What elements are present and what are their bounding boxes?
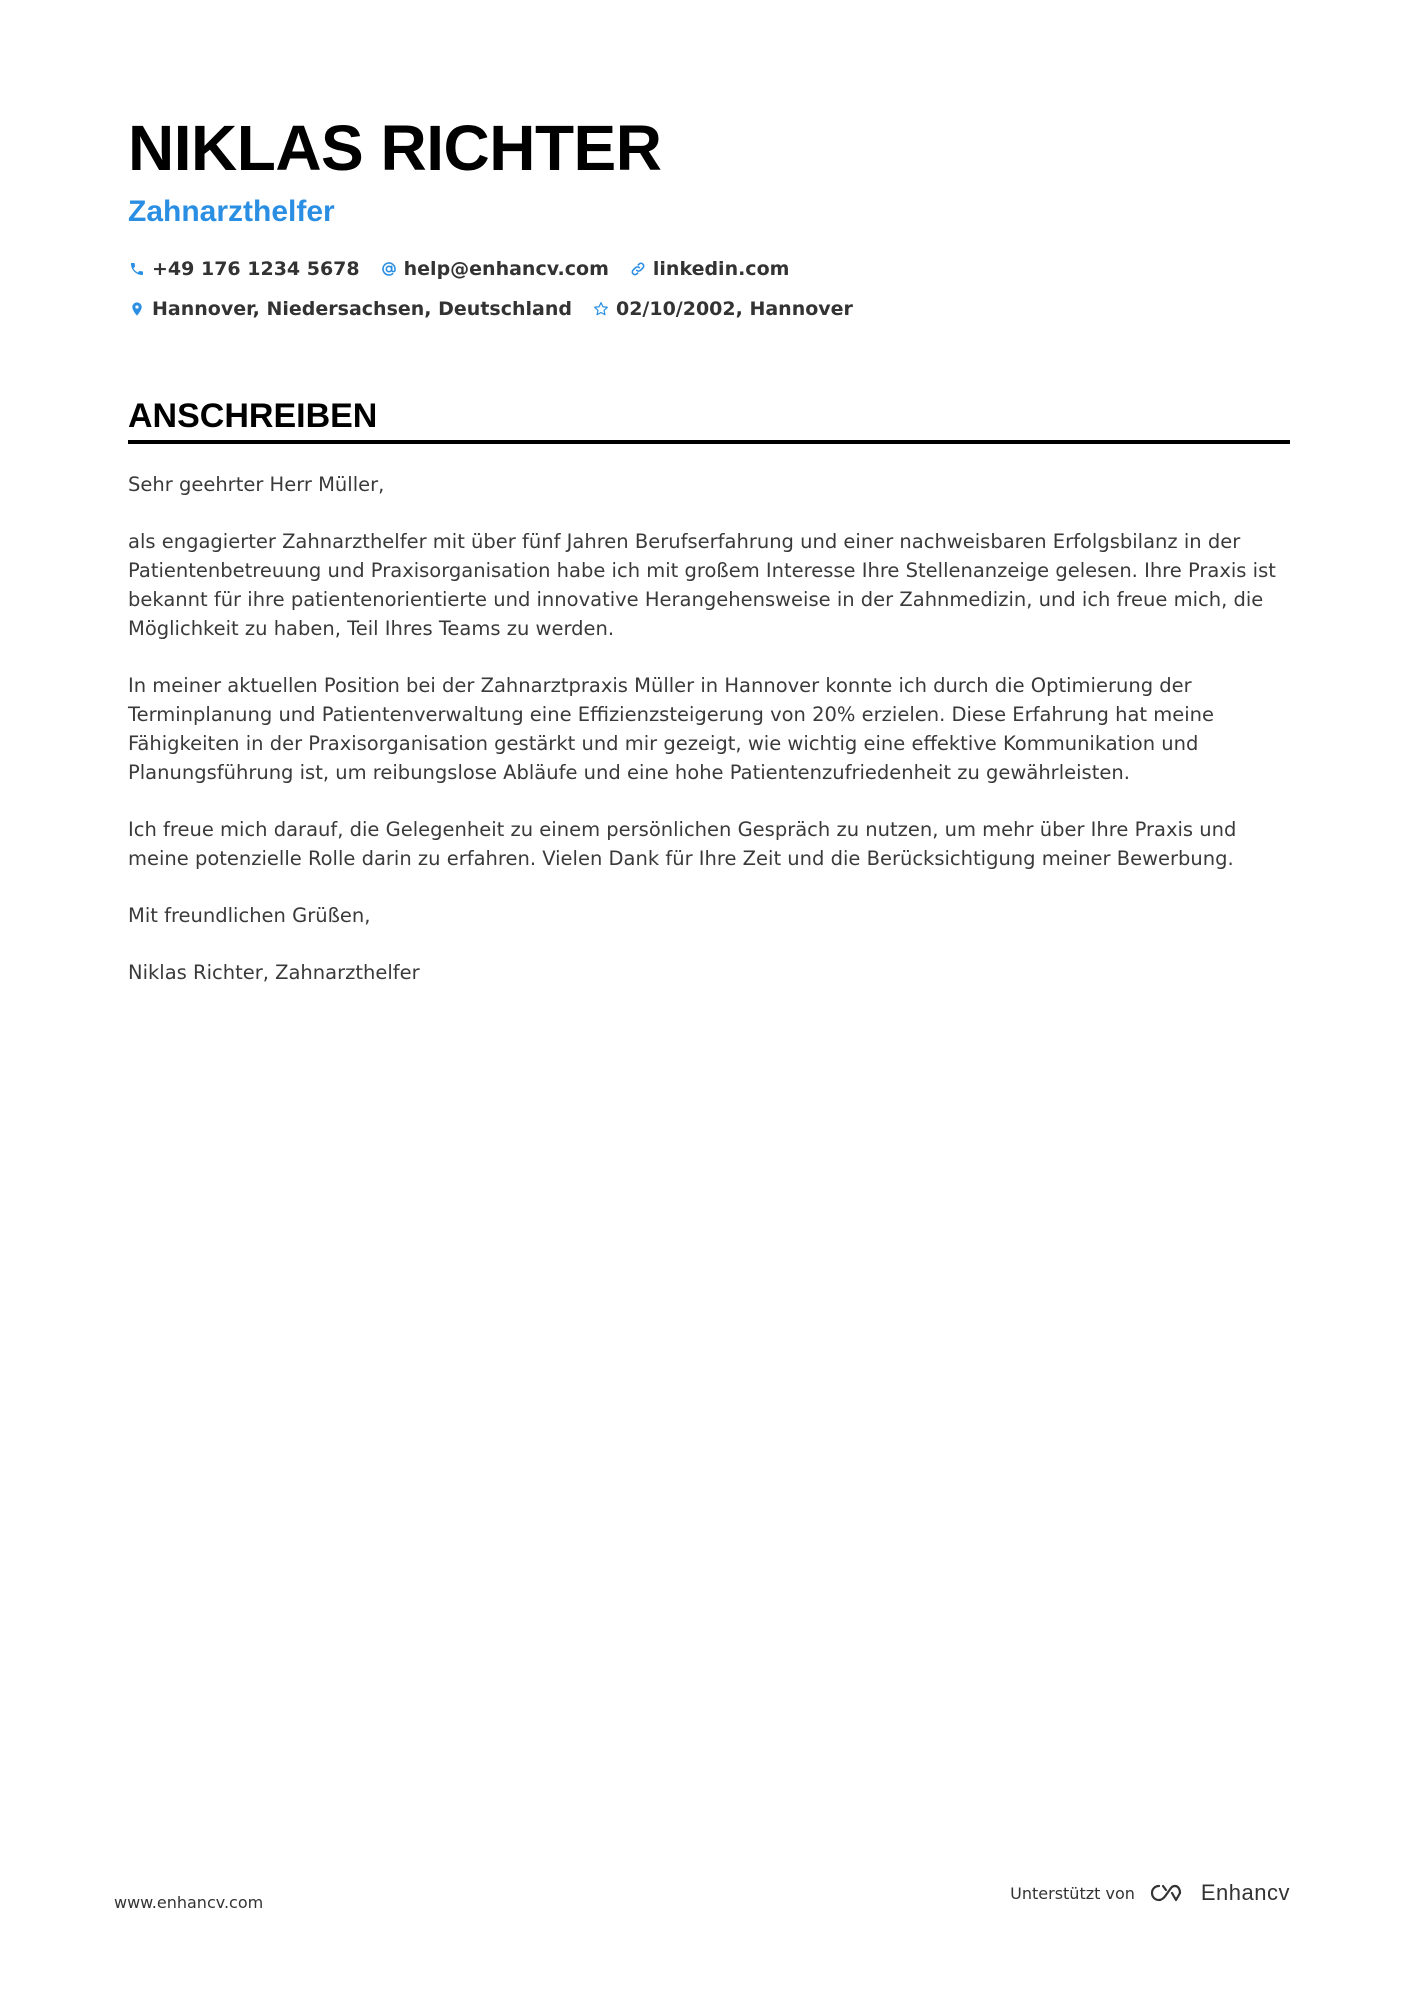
letter-paragraph: Ich freue mich darauf, die Gelegenheit zu einem persönlichen Gespräch zu nutzen, um mehr über Ihre Praxis und meine potenzielle Rolle darin zu erfahren. Vielen Dank für Ihre Zeit und die Berücksichtigung meiner Bewerbung. xyxy=(128,818,1237,870)
contact-list xyxy=(128,254,1228,324)
enhancv-logo-icon xyxy=(1147,1881,1193,1905)
star-icon xyxy=(592,300,610,318)
candidate-role: Zahnarzthelfer xyxy=(128,195,335,228)
section-title: ANSCHREIBEN xyxy=(128,396,1290,444)
letter-salutation: Sehr geehrter Herr Müller, xyxy=(128,473,385,496)
contact-birth xyxy=(592,294,853,324)
contact-phone xyxy=(128,254,360,284)
enhancv-logo[interactable] xyxy=(1147,1880,1290,1906)
cover-letter-page xyxy=(128,110,1290,1015)
letter-paragraph: als engagierter Zahnarzthelfer mit über fünf Jahren Berufserfahrung und einer nachweisbaren Erfolgsbilanz in der Patientenbetreuung und Praxisorganisation habe ich mit großem Interesse Ihre Stellenanzeige gelesen. Ihre Praxis ist bekannt für ihre patientenorientierte und innovative Herangehensweise in der Zahnmedizin, und ich freue mich, die Möglichkeit zu haben, Teil Ihres Teams zu werden. xyxy=(128,530,1276,640)
letter-body xyxy=(128,470,1290,987)
contact-birth-text: 02/10/2002, Hannover xyxy=(615,298,853,320)
letter-closing: Mit freundlichen Grüßen, xyxy=(128,904,371,927)
contact-linkedin[interactable] xyxy=(629,254,790,284)
link-icon xyxy=(629,260,647,278)
powered-by-label: Unterstützt von xyxy=(1010,1883,1135,1903)
letter-paragraph: In meiner aktuellen Position bei der Zahnarztpraxis Müller in Hannover konnte ich durch die Optimierung der Terminplanung und Patientenverwaltung eine Effizienzsteigerung von 20% erzielen. Diese Erfahrung hat meine Fähigkeiten in der Praxisorganisation gestärkt und mir gezeigt, wie wichtig eine effektive Kommunikation und Planungsführung ist, um reibungslose Abläufe und eine hohe Patientenzufriedenheit zu gewährleisten. xyxy=(128,674,1215,784)
letter-signature: Niklas Richter, Zahnarzthelfer xyxy=(128,961,420,984)
at-icon xyxy=(380,260,398,278)
contact-location-text: Hannover, Niedersachsen, Deutschland xyxy=(152,298,572,320)
footer-website[interactable]: www.enhancv.com xyxy=(114,1893,264,1912)
candidate-name: NIKLAS RICHTER xyxy=(128,112,662,184)
contact-email-text: help@enhancv.com xyxy=(403,258,609,280)
contact-email[interactable] xyxy=(380,254,609,284)
contact-linkedin-text: linkedin.com xyxy=(652,258,790,280)
phone-icon xyxy=(128,260,146,278)
footer-powered-by xyxy=(1010,1880,1290,1906)
contact-location xyxy=(128,294,572,324)
enhancv-logo-text: Enhancv xyxy=(1200,1880,1290,1905)
location-pin-icon xyxy=(128,300,146,318)
contact-phone-text: +49 176 1234 5678 xyxy=(152,258,360,280)
